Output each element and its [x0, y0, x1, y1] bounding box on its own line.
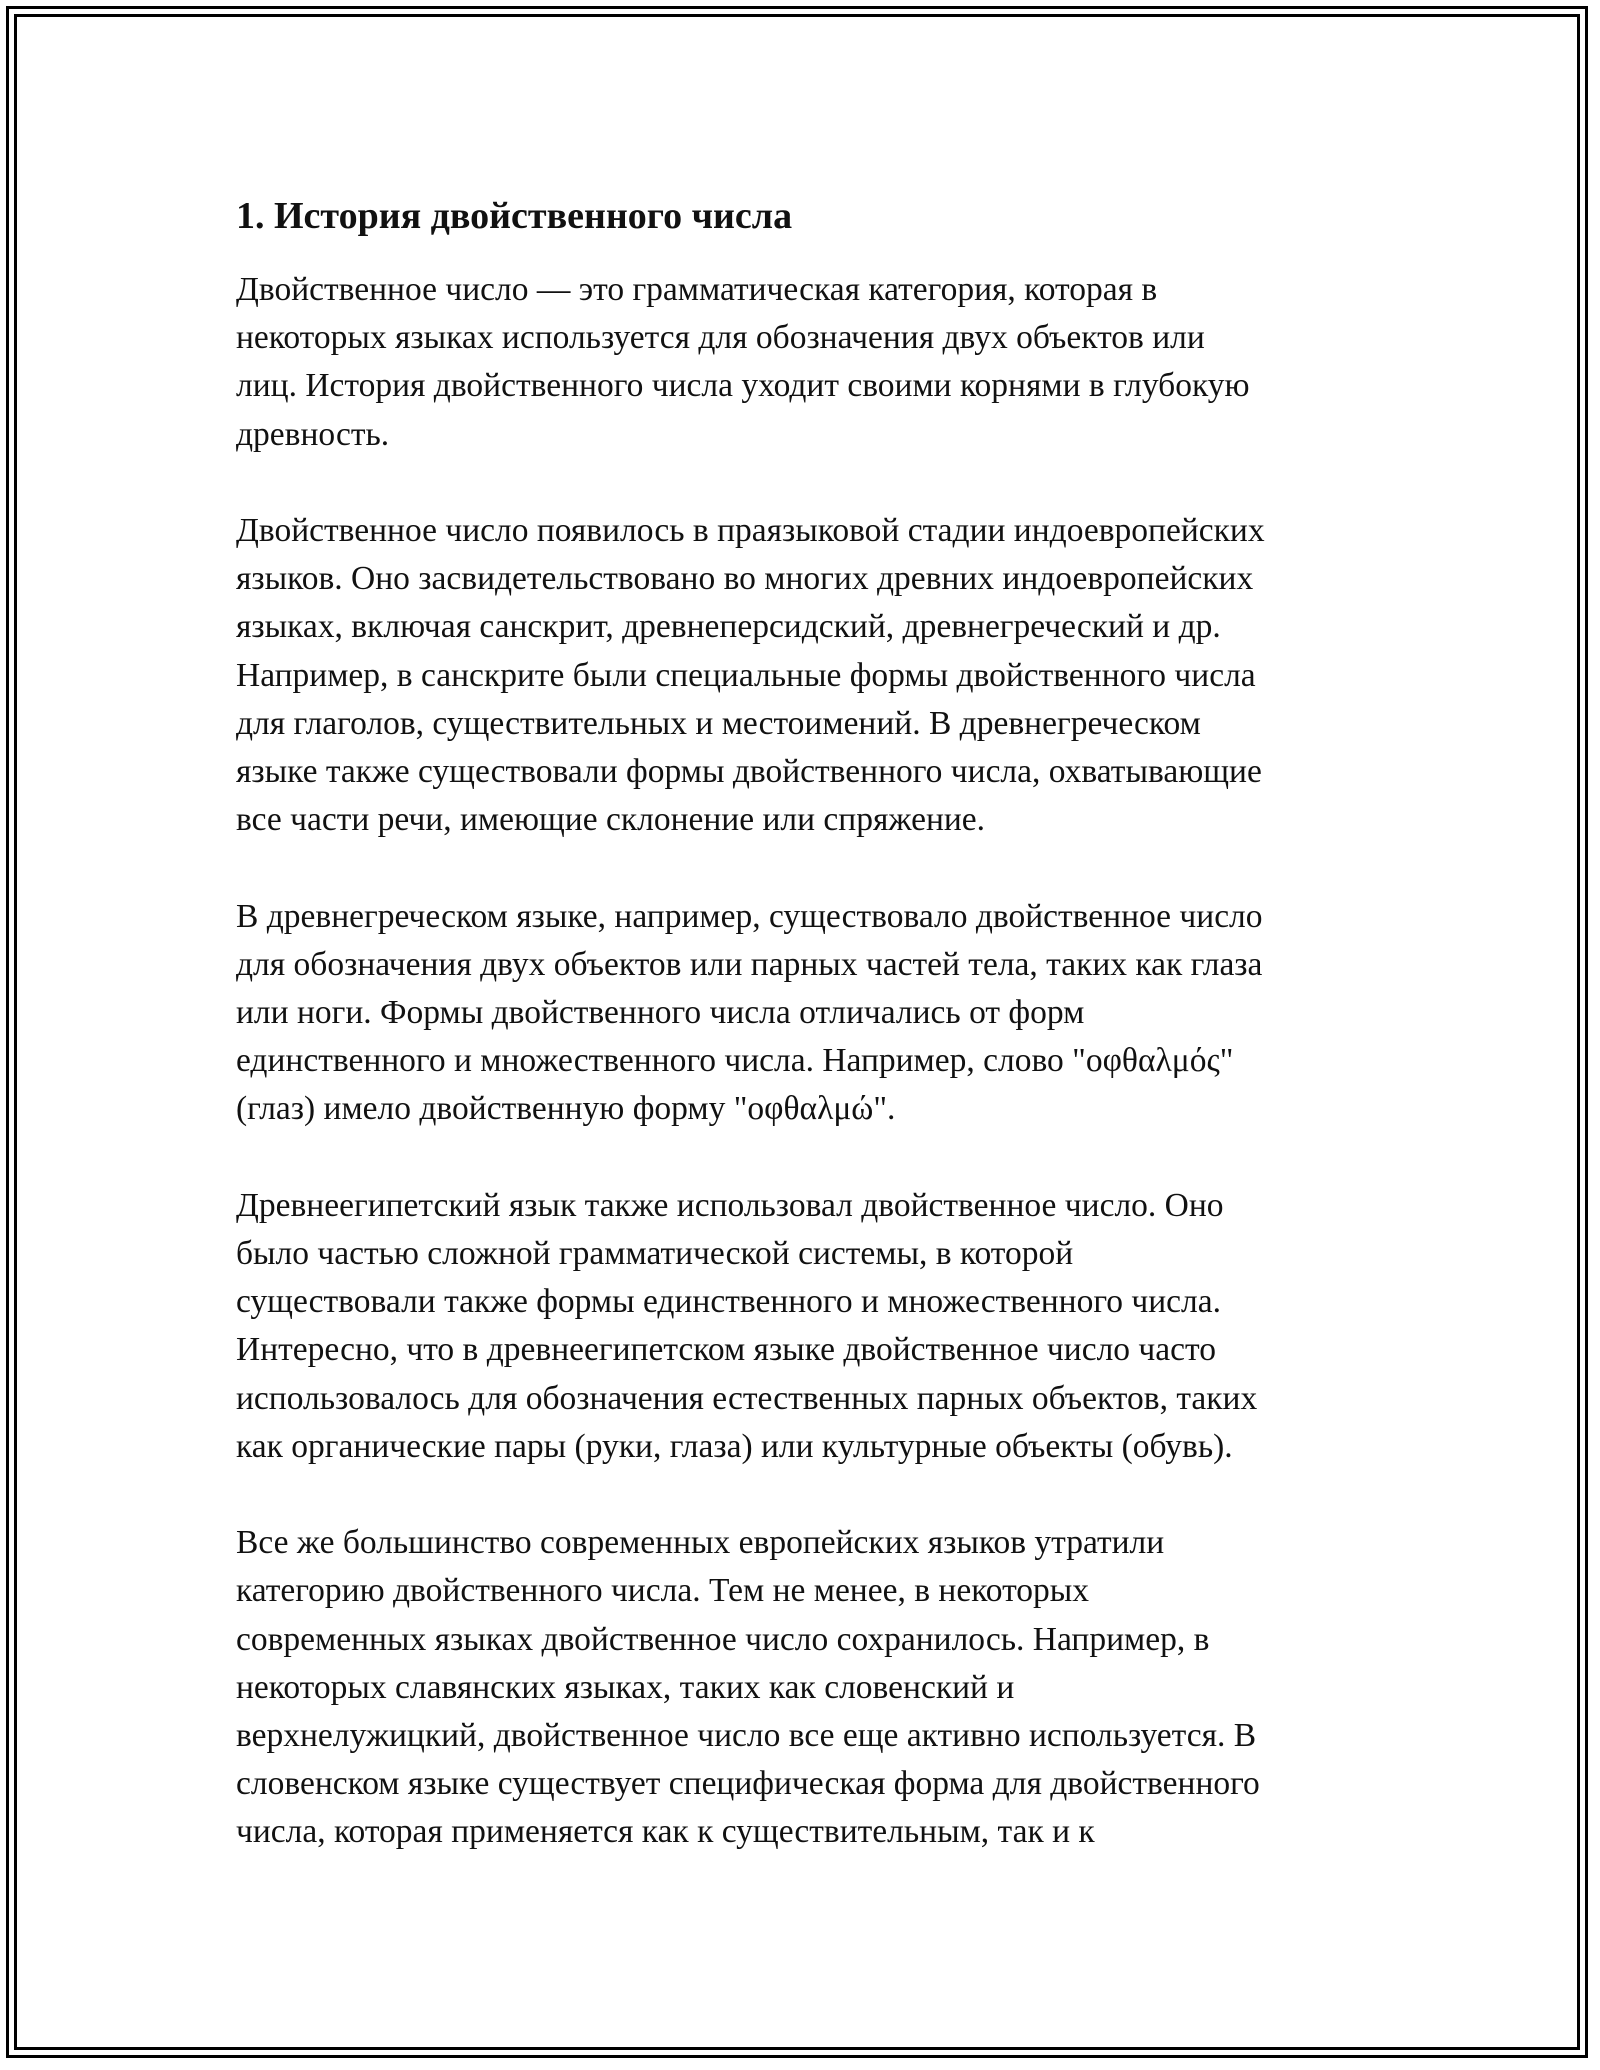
section-heading: 1. История двойственного числа — [236, 195, 793, 237]
paragraph-3: В древнегреческом языке, например, существовало двойственное число для обозначения двух объектов или парных частей тела, таких как глаза или ноги. Формы двойственного числа отличались от форм единственного и множественного числа. Например, слово "οφθαλμός" (глаз) имело двойственную форму "οφθαλμώ". — [236, 897, 1263, 1128]
document-page — [236, 192, 1376, 1905]
paragraph-4: Древнеегипетский язык также использовал двойственное число. Оно было частью сложной грамматической системы, в которой существовали также формы единственного и множественного числа. Интересно, что в древнеегипетском языке двойственное число часто использовалось для обозначения естественных парных объектов, таких как органические пары (руки, глаза) или культурные объекты (обувь). — [236, 1186, 1258, 1465]
paragraph-2: Двойственное число появилось в праязыковой стадии индоевропейских языков. Оно засвидетельствовано во многих древних индоевропейских языках, включая санскрит, древнеперсидский, древнегреческий и др. Например, в санскрите были специальные формы двойственного числа для глаголов, существительных и местоимений. В древнегреческом языке также существовали формы двойственного числа, охватывающие все части речи, имеющие склонение или спряжение. — [236, 512, 1265, 839]
paragraph-5: Все же большинство современных европейских языков утратили категорию двойственного числа. Тем не менее, в некоторых современных языках двойственное число сохранилось. Например, в некоторых славянских языках, таких как словенский и верхнелужицкий, двойственное число все еще активно используется. В словенском языке существует специфическая форма для двойственного числа, которая применяется как к существительным, так и к — [236, 1524, 1260, 1851]
paragraph-1: Двойственное число — это грамматическая категория, которая в некоторых языках используется для обозначения двух объектов или лиц. История двойственного числа уходит своими корнями в глубокую древность. — [236, 271, 1250, 453]
